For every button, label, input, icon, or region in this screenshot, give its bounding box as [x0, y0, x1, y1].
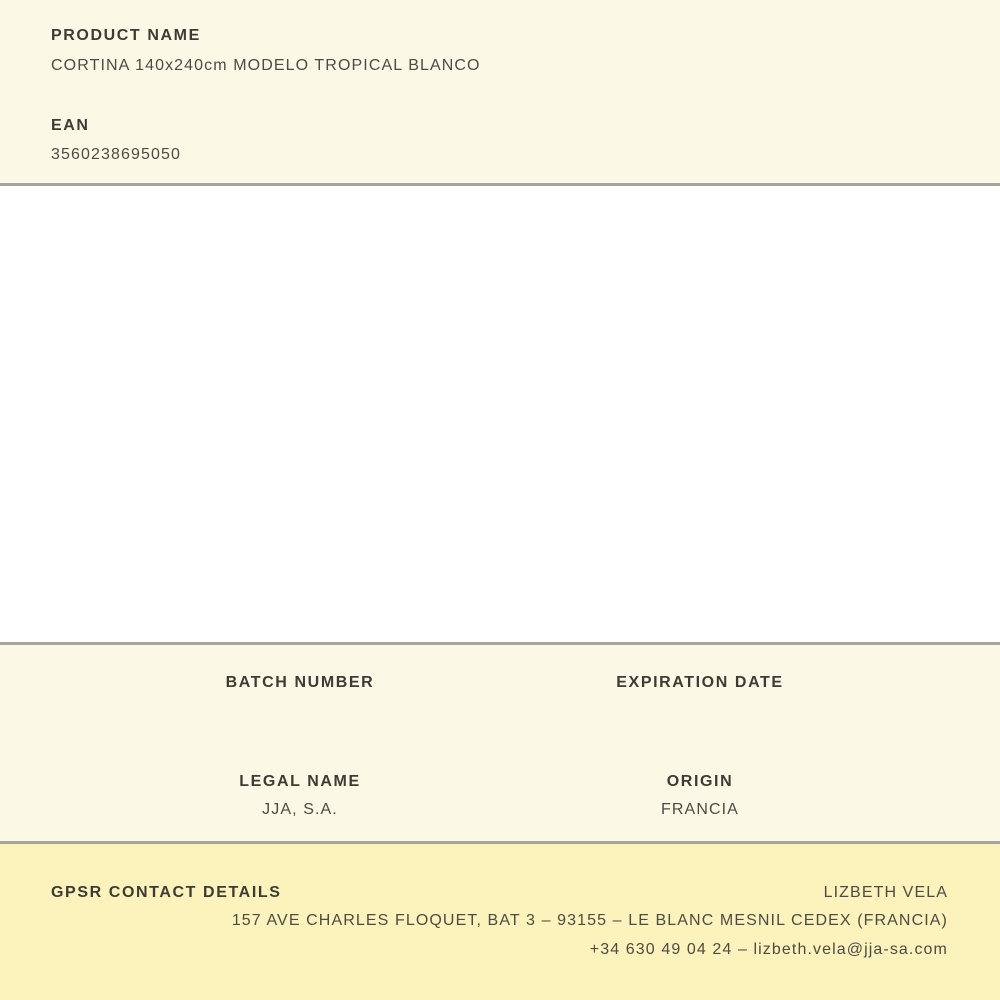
origin-field	[500, 772, 900, 819]
product-image-area	[0, 186, 1000, 645]
legal-name-field	[100, 772, 500, 819]
origin-value: FRANCIA	[661, 801, 739, 818]
gpsr-contact-phone-email: +34 630 49 04 24 – lizbeth.vela@jja-sa.com	[589, 941, 948, 958]
expiration-date-field	[500, 673, 900, 701]
gpsr-contact-name: LIZBETH VELA	[823, 884, 948, 901]
legal-name-value: JJA, S.A.	[262, 801, 338, 818]
batch-number-field	[100, 673, 500, 701]
gpsr-contact-header-row	[51, 883, 948, 902]
expiration-date-label: EXPIRATION DATE	[616, 674, 784, 691]
product-name-label: PRODUCT NAME	[51, 27, 201, 44]
product-header-section	[0, 0, 1000, 186]
batch-number-label: BATCH NUMBER	[225, 674, 375, 691]
details-row-legal-origin	[100, 772, 900, 819]
details-section	[0, 645, 1000, 844]
ean-label: EAN	[51, 117, 90, 134]
details-grid	[100, 673, 900, 819]
legal-name-label: LEGAL NAME	[239, 773, 361, 790]
product-name-value: CORTINA 140x240cm MODELO TROPICAL BLANCO	[51, 57, 481, 74]
product-name-field	[51, 26, 948, 75]
details-row-batch-expiration	[100, 673, 900, 701]
gpsr-contact-address: 157 AVE CHARLES FLOQUET, BAT 3 – 93155 – LE BLANC MESNIL CEDEX (FRANCIA)	[231, 912, 948, 929]
gpsr-contact-label: GPSR CONTACT DETAILS	[51, 884, 282, 901]
ean-value: 3560238695050	[51, 146, 181, 163]
origin-label: ORIGIN	[666, 773, 734, 790]
gpsr-contact-section	[0, 844, 1000, 1000]
ean-field	[51, 116, 948, 164]
